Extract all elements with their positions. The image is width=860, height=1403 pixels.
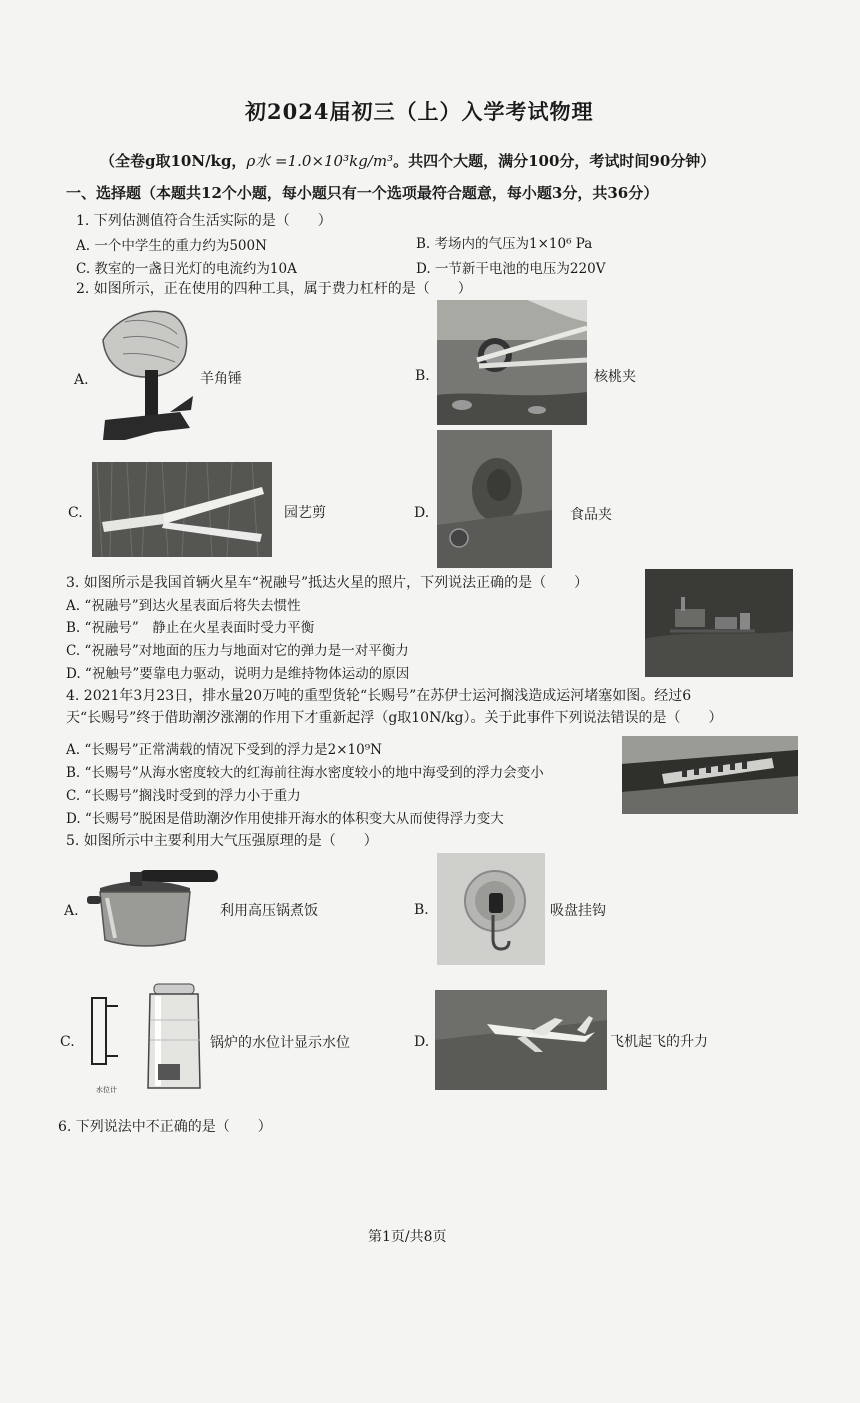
- claw-hammer-image: [95, 300, 195, 445]
- question-4-stem-line-1: 4. 2021年3月23日，排水量20万吨的重型货轮“长赐号”在苏伊士运河搁浅造成运河堵塞如图。经过6: [66, 688, 692, 704]
- question-5-option-d-label: 飞机起飞的升力: [610, 1034, 708, 1050]
- water-gauge-caption: 水位计: [96, 1086, 117, 1094]
- question-4-option-b: B. “长赐号”从海水密度较大的红海前往海水密度较小的地中海受到的浮力会变小: [66, 765, 544, 781]
- question-2-option-b-letter: B.: [415, 368, 430, 384]
- question-5-option-d-letter: D.: [414, 1034, 430, 1050]
- pressure-cooker-image: [85, 860, 220, 955]
- question-1-stem: 1. 下列估测值符合生活实际的是（ ）: [76, 213, 332, 229]
- question-1-option-c: C. 教室的一盏日光灯的电流约为10A: [76, 261, 297, 277]
- question-3-option-b: B. “祝融号” 静止在火星表面时受力平衡: [66, 620, 315, 636]
- food-tongs-image: [437, 430, 552, 568]
- airplane-takeoff-image: [435, 990, 607, 1090]
- question-2-option-c-label: 园艺剪: [284, 505, 326, 521]
- question-5-stem: 5. 如图所示中主要利用大气压强原理的是（ ）: [66, 833, 378, 849]
- question-5-option-b-letter: B.: [414, 902, 429, 918]
- page-number: 第1页/共8页: [368, 1229, 447, 1245]
- question-1-option-d: D. 一节新干电池的电压为220V: [416, 261, 606, 277]
- question-4-option-d: D. “长赐号”脱困是借助潮汐作用使排开海水的体积变大从而使得浮力变大: [66, 811, 504, 827]
- question-6-stem: 6. 下列说法中不正确的是（ ）: [58, 1119, 272, 1135]
- question-4-option-c: C. “长赐号”搁浅时受到的浮力小于重力: [66, 788, 301, 804]
- exam-info: [100, 150, 715, 171]
- question-2-option-b-label: 核桃夹: [594, 369, 636, 385]
- question-3-stem: 3. 如图所示是我国首辆火星车“祝融号”抵达火星的照片，下列说法正确的是（ ）: [66, 575, 589, 591]
- question-5-option-a-letter: A.: [64, 903, 79, 919]
- question-5-option-a-label: 利用高压锅煮饭: [220, 903, 318, 919]
- garden-shears-image: [92, 462, 272, 557]
- question-2-option-a-letter: A.: [74, 372, 89, 388]
- exam-info-gravity: （全卷g取10N/kg，: [100, 152, 247, 170]
- exam-info-rest: 。共四个大题，满分100分，考试时间90分钟）: [393, 152, 716, 170]
- question-2-option-c-letter: C.: [68, 505, 83, 521]
- question-1-option-a: A. 一个中学生的重力约为500N: [76, 238, 267, 254]
- boiler-water-gauge-image: [88, 980, 210, 1100]
- question-2-option-a-label: 羊角锤: [200, 371, 242, 387]
- question-3-option-d: D. “祝触号”要靠电力驱动，说明力是维持物体运动的原因: [66, 666, 410, 682]
- question-2-option-d-letter: D.: [414, 505, 430, 521]
- question-4-stem-line-2: 天“长赐号”终于借助潮汐涨潮的作用下才重新起浮（g取10N/kg）。关于此事件下列说法错误的是（ ）: [66, 710, 723, 726]
- ever-given-ship-image: [622, 736, 798, 814]
- question-5-option-b-label: 吸盘挂钩: [550, 903, 606, 919]
- suction-hook-image: [437, 853, 545, 965]
- question-1-option-b: B. 考场内的气压为1×10⁶ Pa: [416, 236, 593, 252]
- zhurong-rover-image: [645, 569, 793, 677]
- question-3-option-a: A. “祝融号”到达火星表面后将失去惯性: [66, 598, 301, 614]
- water-density: ρ水 =1.0×10³kg/m³: [246, 152, 394, 170]
- nutcracker-image: [437, 300, 587, 425]
- question-3-option-c: C. “祝融号”对地面的压力与地面对它的弹力是一对平衡力: [66, 643, 409, 659]
- question-5-option-c-label: 锅炉的水位计显示水位: [210, 1035, 350, 1051]
- page-title: 初2024届初三（上）入学考试物理: [245, 99, 594, 124]
- question-2-stem: 2. 如图所示，正在使用的四种工具，属于费力杠杆的是（ ）: [76, 281, 472, 297]
- section-heading: 一、选择题（本题共12个小题，每小题只有一个选项最符合题意，每小题3分，共36分）: [66, 184, 659, 202]
- question-2-option-d-label: 食品夹: [570, 507, 612, 523]
- question-5-option-c-letter: C.: [60, 1034, 75, 1050]
- question-4-option-a: A. “长赐号”正常满载的情况下受到的浮力是2×10⁹N: [66, 742, 382, 758]
